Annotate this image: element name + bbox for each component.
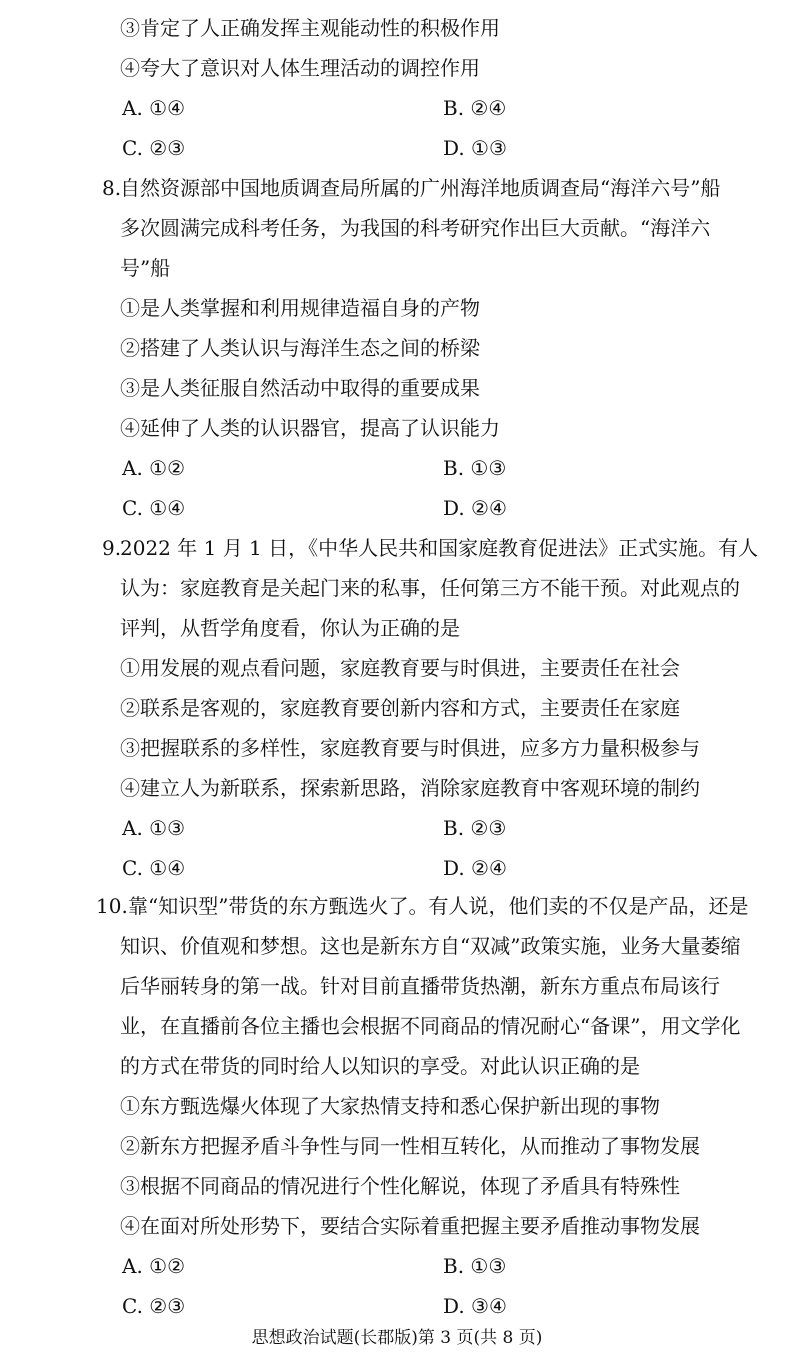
q8-stem-line-2: 多次圆满完成科考任务，为我国的科考研究作出巨大贡献。“海洋六 — [120, 216, 711, 240]
q8-number: 8. — [102, 176, 122, 200]
q9-choice-b[interactable]: B. ②③ — [443, 816, 507, 840]
q9-option-4: ④建立人为新联系，探索新思路，消除家庭教育中客观环境的制约 — [120, 776, 700, 800]
q10-choice-c[interactable]: C. ②③ — [122, 1294, 186, 1318]
q10-option-1: ①东方甄选爆火体现了大家热情支持和悉心保护新出现的事物 — [120, 1094, 660, 1118]
q10-option-2: ②新东方把握矛盾斗争性与同一性相互转化，从而推动了事物发展 — [120, 1134, 700, 1158]
q10-choice-b[interactable]: B. ①③ — [443, 1254, 507, 1278]
q9-number: 9. — [102, 536, 122, 560]
q10-option-3: ③根据不同商品的情况进行个性化解说，体现了矛盾具有特殊性 — [120, 1174, 680, 1198]
q7-choice-b[interactable]: B. ②④ — [443, 96, 507, 120]
q8-choice-d[interactable]: D. ②④ — [443, 496, 507, 520]
q9-choice-a[interactable]: A. ①③ — [122, 816, 186, 840]
q10-stem-line-4: 业，在直播前各位主播也会根据不同商品的情况耐心“备课”，用文学化 — [120, 1014, 741, 1038]
page-footer: 思想政治试题(长郡版)第 3 页(共 8 页) — [251, 1328, 543, 1348]
q8-option-1: ①是人类掌握和利用规律造福自身的产物 — [120, 296, 480, 320]
q10-choice-d[interactable]: D. ③④ — [443, 1294, 507, 1318]
q8-choice-c[interactable]: C. ①④ — [122, 496, 186, 520]
q9-stem-line-1: 2022 年 1 月 1 日，《中华人民共和国家庭教育促进法》正式实施。有人 — [120, 536, 759, 560]
q10-stem-line-5: 的方式在带货的同时给人以知识的享受。对此认识正确的是 — [120, 1054, 640, 1078]
q7-option-4: ④夸大了意识对人体生理活动的调控作用 — [120, 56, 480, 80]
q10-stem-line-1: 靠“知识型”带货的东方甄选火了。有人说，他们卖的不仅是产品，还是 — [128, 894, 749, 918]
q10-number: 10. — [96, 894, 128, 918]
q9-option-1: ①用发展的观点看问题，家庭教育要与时俱进，主要责任在社会 — [120, 656, 680, 680]
q10-stem-line-2: 知识、价值观和梦想。这也是新东方自“双减”政策实施，业务大量萎缩 — [120, 934, 741, 958]
q10-option-4: ④在面对所处形势下，要结合实际着重把握主要矛盾推动事物发展 — [120, 1214, 700, 1238]
q8-option-2: ②搭建了人类认识与海洋生态之间的桥梁 — [120, 336, 480, 360]
q7-choice-c[interactable]: C. ②③ — [122, 136, 186, 160]
q8-stem-line-3: 号”船 — [120, 256, 171, 280]
q8-choice-b[interactable]: B. ①③ — [443, 456, 507, 480]
q9-stem-line-3: 评判，从哲学角度看，你认为正确的是 — [120, 616, 460, 640]
q7-option-3: ③肯定了人正确发挥主观能动性的积极作用 — [120, 16, 500, 40]
q8-stem-line-1: 自然资源部中国地质调查局所属的广州海洋地质调查局“海洋六号”船 — [120, 176, 721, 200]
q10-stem-line-3: 后华丽转身的第一战。针对目前直播带货热潮，新东方重点布局该行 — [120, 974, 720, 998]
q9-option-3: ③把握联系的多样性，家庭教育要与时俱进，应多方力量积极参与 — [120, 736, 700, 760]
q9-choice-c[interactable]: C. ①④ — [122, 856, 186, 880]
q8-option-4: ④延伸了人类的认识器官，提高了认识能力 — [120, 416, 500, 440]
q9-option-2: ②联系是客观的，家庭教育要创新内容和方式，主要责任在家庭 — [120, 696, 680, 720]
q8-choice-a[interactable]: A. ①② — [122, 456, 186, 480]
q9-stem-line-2: 认为：家庭教育是关起门来的私事，任何第三方不能干预。对此观点的 — [120, 576, 740, 600]
q7-choice-d[interactable]: D. ①③ — [443, 136, 507, 160]
q8-option-3: ③是人类征服自然活动中取得的重要成果 — [120, 376, 480, 400]
q7-choice-a[interactable]: A. ①④ — [122, 96, 186, 120]
q9-choice-d[interactable]: D. ②④ — [443, 856, 507, 880]
q10-choice-a[interactable]: A. ①② — [122, 1254, 186, 1278]
